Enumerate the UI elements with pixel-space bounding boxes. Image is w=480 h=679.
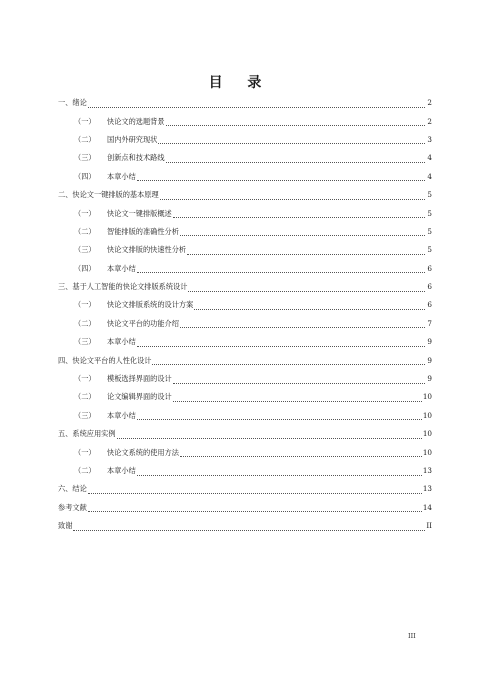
- toc-dot-leader: [137, 266, 425, 273]
- toc-entry-page: 9: [427, 337, 432, 347]
- toc-entry-page: 10: [422, 392, 432, 402]
- toc-entry[interactable]: [58, 499, 432, 517]
- toc-dot-leader: [180, 450, 422, 457]
- toc-dot-leader: [173, 377, 425, 384]
- toc-dot-leader: [187, 248, 425, 255]
- toc-entry[interactable]: [58, 315, 432, 333]
- toc-entry[interactable]: [58, 517, 432, 535]
- toc-entry[interactable]: [58, 168, 432, 186]
- toc-entry-page: 14: [422, 502, 432, 512]
- toc-entry[interactable]: [58, 241, 432, 259]
- toc-dot-leader: [73, 524, 425, 531]
- toc-entry-title: 二、快论文一键排版的基本原理: [58, 190, 159, 200]
- toc-entry-page: II: [426, 521, 432, 531]
- toc-entry-page: 4: [427, 153, 432, 163]
- toc-entry-title: 三、基于人工智能的快论文排版系统设计: [58, 282, 188, 292]
- toc-entry-title: 五、系统应用实例: [58, 429, 116, 439]
- toc-entry-page: 7: [427, 318, 432, 328]
- toc-entry[interactable]: [58, 204, 432, 222]
- toc-entry[interactable]: [58, 407, 432, 425]
- toc-dot-leader: [180, 229, 425, 236]
- toc-entry-page: 5: [427, 190, 432, 200]
- toc-dot-leader: [194, 303, 425, 310]
- toc-dot-leader: [166, 119, 425, 126]
- toc-entry[interactable]: [58, 278, 432, 296]
- toc-entry-number: （二）: [74, 134, 96, 144]
- page-title: 目 录: [208, 75, 272, 91]
- toc-entry-number: （一）: [74, 374, 96, 384]
- toc-entry-number: （四）: [74, 263, 96, 273]
- toc-entry-number: （四）: [74, 171, 96, 181]
- toc-entry-page: 10: [422, 447, 432, 457]
- toc-dot-leader: [180, 321, 425, 328]
- toc-entry-title: 本章小结: [107, 263, 136, 273]
- toc-entry[interactable]: [58, 94, 432, 112]
- toc-entry-title: 快论文排版的快速性分析: [107, 245, 187, 255]
- toc-entry[interactable]: [58, 260, 432, 278]
- toc-dot-leader: [117, 432, 422, 439]
- toc-dot-leader: [160, 193, 425, 200]
- toc-entry-title: 一、绪论: [58, 98, 87, 108]
- toc-entry-number: （三）: [74, 245, 96, 255]
- toc-dot-leader: [88, 487, 422, 494]
- toc-dot-leader: [88, 101, 425, 108]
- toc-entry-number: （一）: [74, 116, 96, 126]
- toc-entry[interactable]: [58, 388, 432, 406]
- toc-entry[interactable]: [58, 480, 432, 498]
- toc-entry-page: 10: [422, 429, 432, 439]
- toc-entry-title: 模板选择界面的设计: [107, 374, 172, 384]
- toc-entry-number: （二）: [74, 226, 96, 236]
- toc-entry-page: 3: [427, 134, 432, 144]
- toc-dot-leader: [137, 340, 425, 347]
- toc-entry-page: 9: [427, 355, 432, 365]
- toc-entry[interactable]: [58, 425, 432, 443]
- toc-entry[interactable]: [58, 186, 432, 204]
- toc-entry-number: （二）: [74, 466, 96, 475]
- table-of-contents: [58, 94, 432, 535]
- toc-entry-title: 本章小结: [107, 171, 136, 181]
- toc-entry-title: 快论文系统的使用方法: [107, 447, 179, 457]
- toc-entry-page: 2: [427, 116, 432, 126]
- toc-dot-leader: [137, 174, 425, 181]
- toc-entry-page: 9: [427, 374, 432, 384]
- toc-entry-page: 5: [427, 245, 432, 255]
- toc-dot-leader: [188, 285, 425, 292]
- toc-dot-leader: [173, 395, 422, 402]
- toc-entry-number: （三）: [74, 410, 96, 420]
- toc-entry-title: 论文编辑界面的设计: [107, 392, 172, 402]
- toc-entry-title: 快论文的选题背景: [107, 116, 165, 126]
- toc-entry-page: 4: [427, 171, 432, 181]
- toc-entry-number: （一）: [74, 300, 96, 310]
- toc-dot-leader: [88, 505, 422, 512]
- toc-entry-title: 本章小结: [107, 466, 136, 475]
- toc-entry-title: 参考文献: [58, 502, 87, 512]
- toc-entry[interactable]: [58, 223, 432, 241]
- toc-entry-title: 本章小结: [107, 337, 136, 347]
- toc-entry-number: （二）: [74, 392, 96, 402]
- toc-entry-page: 5: [427, 226, 432, 236]
- toc-entry[interactable]: [58, 333, 432, 351]
- toc-entry-page: 6: [427, 263, 432, 273]
- toc-entry[interactable]: [58, 443, 432, 461]
- toc-entry-page: 13: [422, 484, 432, 494]
- toc-entry-title: 国内外研究现状: [107, 134, 158, 144]
- toc-entry-title: 智能排版的准确性分析: [107, 226, 179, 236]
- toc-entry-title: 四、快论文平台的人性化设计: [58, 355, 152, 365]
- toc-entry-page: 6: [427, 300, 432, 310]
- toc-entry-number: （三）: [74, 153, 96, 163]
- toc-entry-number: （二）: [74, 318, 96, 328]
- toc-entry-title: 本章小结: [107, 410, 136, 420]
- toc-entry-title: 创新点和技术路线: [107, 153, 165, 163]
- toc-dot-leader: [166, 156, 425, 163]
- toc-entry-title: 六、结论: [58, 484, 87, 494]
- toc-dot-leader: [137, 469, 422, 476]
- toc-entry-page: 5: [427, 208, 432, 218]
- toc-entry-page: 10: [422, 410, 432, 420]
- toc-entry-title: 快论文排版系统的设计方案: [107, 300, 194, 310]
- toc-entry[interactable]: [58, 462, 432, 480]
- toc-dot-leader: [137, 413, 422, 420]
- toc-entry-page: 13: [422, 466, 432, 475]
- toc-entry[interactable]: [58, 370, 432, 388]
- toc-entry[interactable]: [58, 351, 432, 369]
- toc-entry[interactable]: [58, 296, 432, 314]
- toc-entry-title: 快论文平台的功能介绍: [107, 318, 179, 328]
- toc-entry-page: 6: [427, 282, 432, 292]
- toc-entry-page: 2: [427, 98, 432, 108]
- toc-entry-number: （三）: [74, 337, 96, 347]
- toc-dot-leader: [152, 358, 425, 365]
- toc-entry-number: （一）: [74, 208, 96, 218]
- toc-entry-title: 致谢: [58, 521, 73, 531]
- toc-dot-leader: [173, 211, 425, 218]
- toc-entry-number: （一）: [74, 447, 96, 457]
- toc-entry[interactable]: [58, 112, 432, 130]
- toc-entry[interactable]: [58, 131, 432, 149]
- toc-dot-leader: [158, 137, 425, 144]
- toc-entry[interactable]: [58, 149, 432, 167]
- toc-entry-title: 快论文一键排版概述: [107, 208, 172, 218]
- page-number: III: [408, 632, 416, 640]
